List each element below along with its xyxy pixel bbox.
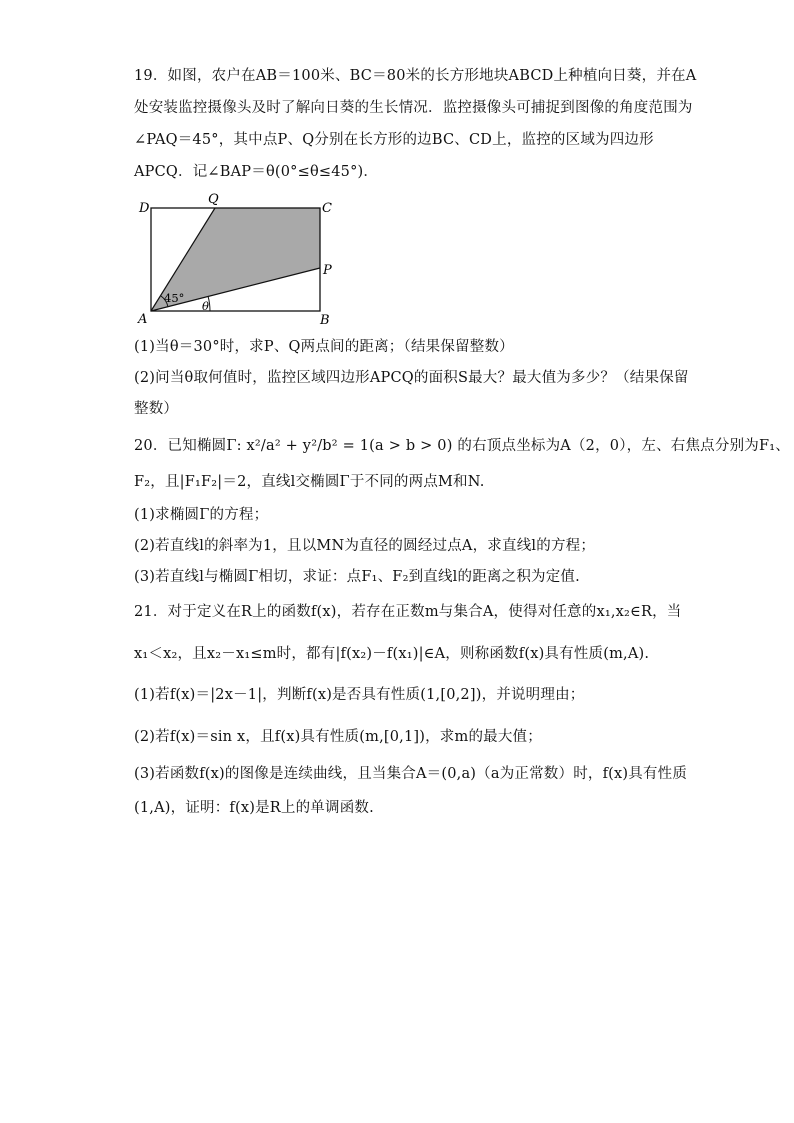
q19-line-1: 19．如图，农户在AB＝100米、BC＝80米的长方形地块ABCD上种植向日葵，并在A	[134, 68, 697, 84]
q21-part-3-line-1: (3)若函数f(x)的图像是连续曲线，且当集合A＝(0,a)（a为正常数）时，f(x)具有性质	[134, 766, 688, 782]
q19-line-2: 处安装监控摄像头及时了解向日葵的生长情况．监控摄像头可捕捉到图像的角度范围为	[134, 100, 693, 116]
label-p: P	[323, 263, 332, 278]
q21-part-3-line-2: (1,A)，证明：f(x)是R上的单调函数.	[134, 800, 374, 816]
q20-part-3: (3)若直线l与椭圆Γ相切，求证：点F₁、F₂到直线l的距离之积为定值.	[134, 569, 580, 585]
q21-line-2: x₁＜x₂，且x₂－x₁≤m时，都有|f(x₂)－f(x₁)|∈A，则称函数f(x)具有性质(m,A).	[134, 646, 650, 662]
q20-part-2: (2)若直线l的斜率为1，且以MN为直径的圆经过点A，求直线l的方程；	[134, 538, 596, 554]
label-b: B	[320, 313, 330, 328]
q20-line-1: 20．已知椭圆Γ: x²/a² + y²/b² = 1(a > b > 0) 的右顶点坐标为A（2，0），左、右焦点分别为F₁、	[134, 438, 790, 454]
label-angle-45: 45°	[164, 291, 185, 305]
label-a: A	[138, 312, 148, 327]
q21-part-2: (2)若f(x)＝sin x，且f(x)具有性质(m,[0,1])，求m的最大值；	[134, 729, 542, 745]
q19-line-4: APCQ．记∠BAP＝θ(0°≤θ≤45°)．	[134, 164, 379, 180]
q21-line-1: 21．对于定义在R上的函数f(x)，若存在正数m与集合A，使得对任意的x₁,x₂∈R，当	[134, 604, 682, 620]
q20-line-2: F₂，且|F₁F₂|＝2，直线l交椭圆Γ于不同的两点M和N.	[134, 474, 485, 490]
q19-rectangle-figure	[134, 192, 344, 328]
label-d: D	[139, 201, 150, 216]
q19-line-3: ∠PAQ＝45°，其中点P、Q分别在长方形的边BC、CD上，监控的区域为四边形	[134, 132, 654, 148]
label-q: Q	[208, 192, 219, 207]
label-theta: θ	[202, 299, 209, 313]
q21-part-1: (1)若f(x)＝|2x－1|，判断f(x)是否具有性质(1,[0,2])，并说明理由；	[134, 687, 585, 703]
q19-part-1: (1)当θ＝30°时，求P、Q两点间的距离；（结果保留整数）	[134, 339, 514, 355]
q19-part-2-line-1: (2)问当θ取何值时，监控区域四边形APCQ的面积S最大？最大值为多少？（结果保留	[134, 370, 689, 386]
label-c: C	[322, 201, 332, 216]
q19-part-2-line-2: 整数）	[134, 401, 179, 417]
q20-part-1: (1)求椭圆Γ的方程；	[134, 507, 269, 523]
